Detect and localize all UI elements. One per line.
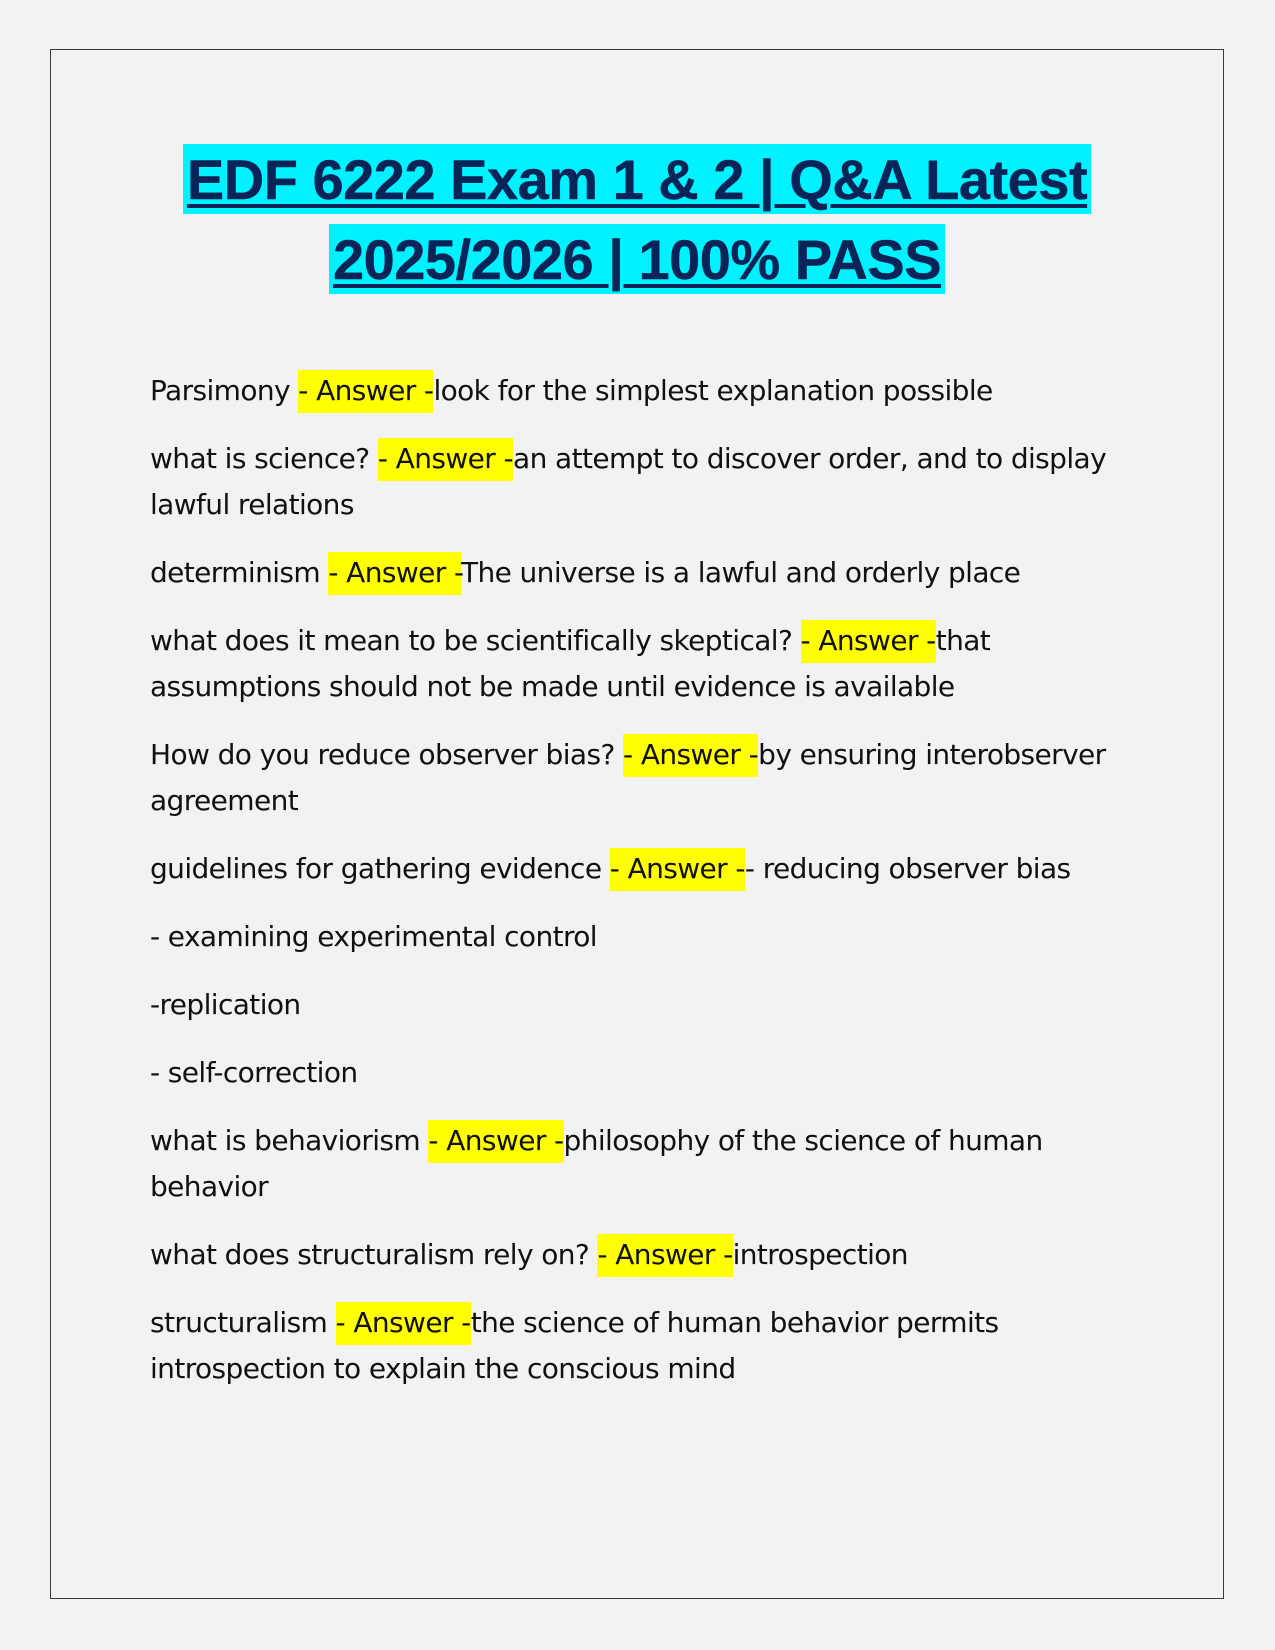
qa-item [150, 1118, 1120, 1210]
continuation-line: - examining experimental control [150, 920, 597, 953]
qa-question: what is science? [150, 442, 378, 475]
qa-list [150, 368, 1120, 1414]
answer-marker: - Answer - [298, 370, 433, 413]
document-title [50, 140, 1224, 300]
title-line-1: EDF 6222 Exam 1 & 2 | Q&A Latest [183, 144, 1091, 214]
qa-item [150, 368, 1120, 414]
continuation-line: -replication [150, 988, 301, 1021]
qa-item [150, 550, 1120, 596]
qa-answer: by ensuring interobserver agreement [150, 738, 1106, 817]
answer-marker: - Answer - [378, 438, 513, 481]
answer-marker: - Answer - [801, 620, 936, 663]
qa-answer: an attempt to discover order, and to display lawful relations [150, 442, 1107, 521]
qa-question: what does it mean to be scientifically skeptical? [150, 624, 801, 657]
answer-marker: - Answer - [428, 1120, 563, 1163]
qa-answer: introspection [732, 1238, 908, 1271]
answer-marker: - Answer - [610, 848, 745, 891]
continuation-line: - self-correction [150, 1056, 358, 1089]
qa-item [150, 846, 1120, 892]
qa-answer: look for the simplest explanation possible [433, 374, 993, 407]
qa-question: guidelines for gathering evidence [150, 852, 610, 885]
qa-question: structuralism [150, 1306, 336, 1339]
answer-marker: - Answer - [328, 552, 461, 595]
qa-question: Parsimony [150, 374, 299, 407]
qa-answer: - reducing observer bias [744, 852, 1071, 885]
qa-item [150, 1300, 1120, 1392]
qa-answer: the science of human behavior permits introspection to explain the conscious mind [150, 1306, 999, 1385]
qa-question: determinism [150, 556, 329, 589]
qa-item [150, 732, 1120, 824]
answer-marker: - Answer - [597, 1234, 732, 1277]
qa-answer: philosophy of the science of human behavior [150, 1124, 1043, 1203]
title-line-2: 2025/2026 | 100% PASS [329, 224, 945, 294]
qa-question: what is behaviorism [150, 1124, 429, 1157]
qa-answer: that assumptions should not be made until evidence is available [150, 624, 991, 703]
qa-item [150, 618, 1120, 710]
qa-question: How do you reduce observer bias? [150, 738, 624, 771]
qa-item [150, 436, 1120, 528]
qa-item [150, 1232, 1120, 1278]
answer-marker: - Answer - [336, 1302, 471, 1345]
qa-question: what does structuralism rely on? [150, 1238, 598, 1271]
answer-marker: - Answer - [623, 734, 758, 777]
qa-answer: The universe is a lawful and orderly place [460, 556, 1021, 589]
